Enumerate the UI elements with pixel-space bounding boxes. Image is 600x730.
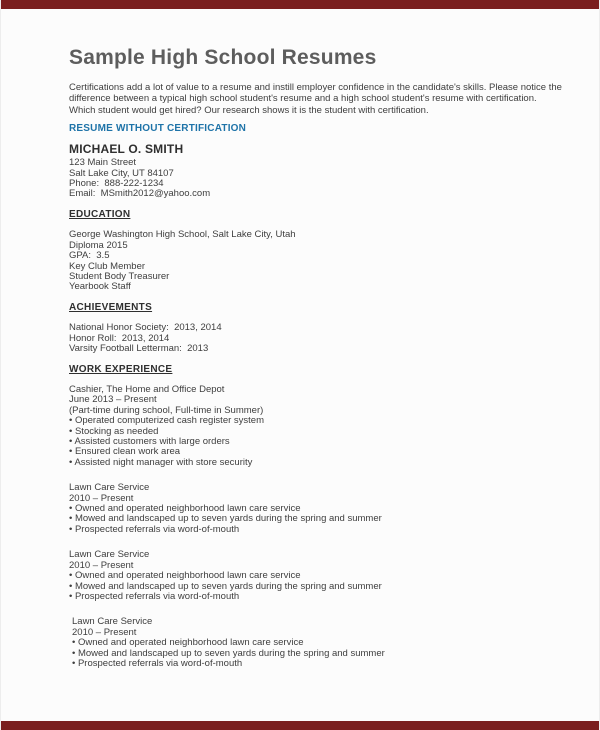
job-bullet-line: • Mowed and landscaped up to seven yards during the spring and summer <box>72 647 385 659</box>
education-line: Key Club Member <box>69 260 146 272</box>
intro-paragraph: Certifications add a lot of value to a resume and instill employer confidence in the candidate's skills. Please notice the difference between a typical high school student's resume and a high school student's resume with certification. Which student would get hired? Our research shows it is the student with certification. <box>69 82 562 116</box>
job-block-lawn-care-3 <box>69 617 555 669</box>
contact-block <box>69 158 555 200</box>
job-bullet-line: • Owned and operated neighborhood lawn care service <box>69 503 301 515</box>
job-block-cashier <box>69 385 555 468</box>
education-line: Diploma 2015 <box>69 239 128 251</box>
job-block-lawn-care-1 <box>69 483 555 535</box>
job-bullet-line: • Mowed and landscaped up to seven yards during the spring and summer <box>69 513 382 525</box>
contact-line: Email: MSmith2012@yahoo.com <box>69 188 211 200</box>
job-dates-line: June 2013 – Present <box>69 394 157 406</box>
bottom-accent-bar <box>1 721 599 730</box>
job-dates-line: 2010 – Present <box>69 492 134 504</box>
job-dates-line: 2010 – Present <box>72 626 137 638</box>
section-heading-work-experience: WORK EXPERIENCE <box>69 363 173 375</box>
job-dates-line: 2010 – Present <box>69 559 134 571</box>
candidate-name: MICHAEL O. SMITH <box>69 142 184 157</box>
education-block <box>69 230 555 292</box>
page-title: Sample High School Resumes <box>69 46 377 69</box>
achievement-line: Varsity Football Letterman: 2013 <box>69 343 209 355</box>
education-line: GPA: 3.5 <box>69 250 110 262</box>
education-line: George Washington High School, Salt Lake City, Utah <box>69 229 296 241</box>
job-bullet-line: • Prospected referrals via word-of-mouth <box>72 657 243 669</box>
job-bullet-line: • Owned and operated neighborhood lawn care service <box>72 637 304 649</box>
job-title-line: Lawn Care Service <box>69 549 150 561</box>
contact-line: 123 Main Street <box>69 157 137 169</box>
achievement-line: Honor Roll: 2013, 2014 <box>69 332 170 344</box>
job-bullet-line: • Operated computerized cash register system <box>69 415 264 427</box>
education-line: Student Body Treasurer <box>69 270 170 282</box>
education-line: Yearbook Staff <box>69 281 131 293</box>
page-content <box>69 9 562 669</box>
job-bullet-line: • Ensured clean work area <box>69 446 181 458</box>
job-bullet-line: • Prospected referrals via word-of-mouth <box>69 523 240 535</box>
job-title-line: Lawn Care Service <box>69 482 150 494</box>
top-accent-bar <box>1 0 599 9</box>
job-bullet-line: • Stocking as needed <box>69 425 159 437</box>
job-bullet-line: • Assisted night manager with store security <box>69 456 253 468</box>
section-heading-achievements: ACHIEVEMENTS <box>69 301 153 313</box>
job-bullet-line: • Mowed and landscaped up to seven yards during the spring and summer <box>69 580 382 592</box>
job-bullet-line: • Assisted customers with large orders <box>69 436 230 448</box>
job-bullet-line: • Owned and operated neighborhood lawn care service <box>69 570 301 582</box>
achievements-block <box>69 323 555 354</box>
contact-line: Salt Lake City, UT 84107 <box>69 167 174 179</box>
job-note-line: (Part-time during school, Full-time in Summer) <box>69 404 264 416</box>
job-title-line: Cashier, The Home and Office Depot <box>69 384 225 395</box>
job-block-lawn-care-2 <box>69 550 555 602</box>
section-heading-education: EDUCATION <box>69 208 131 220</box>
contact-line: Phone: 888-222-1234 <box>69 178 164 190</box>
resume-section-label: RESUME WITHOUT CERTIFICATION <box>69 123 247 135</box>
achievement-line: National Honor Society: 2013, 2014 <box>69 322 222 334</box>
job-bullet-line: • Prospected referrals via word-of-mouth <box>69 590 240 602</box>
job-title-line: Lawn Care Service <box>72 616 153 628</box>
